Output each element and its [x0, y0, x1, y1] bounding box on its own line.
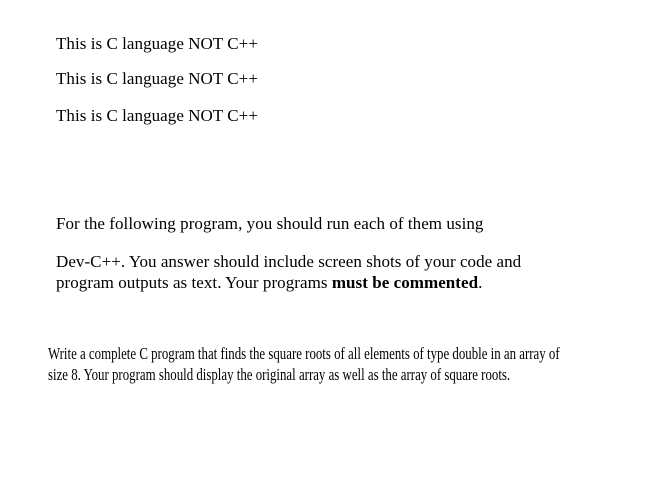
- task-line-1: Write a complete C program that finds the square roots of all elements of type double in an array of: [48, 344, 560, 363]
- header-note-3: This is C language NOT C++: [56, 106, 258, 125]
- header-note-2: This is C language NOT C++: [56, 69, 258, 88]
- instructions-emphasis: must be commented: [331, 273, 479, 292]
- instructions-line-3-text: program outputs as text. Your programs: [56, 273, 332, 292]
- instructions-line-2: Dev-C++. You answer should include screen shots of your code and: [56, 252, 522, 271]
- header-note-1: This is C language NOT C++: [56, 34, 258, 53]
- instructions-line-3-end: .: [478, 273, 483, 292]
- instructions-line-3: [56, 273, 482, 293]
- task-line-2: size 8. Your program should display the original array as well as the array of square roots.: [48, 365, 511, 384]
- instructions-line-1: For the following program, you should run each of them using: [56, 214, 484, 233]
